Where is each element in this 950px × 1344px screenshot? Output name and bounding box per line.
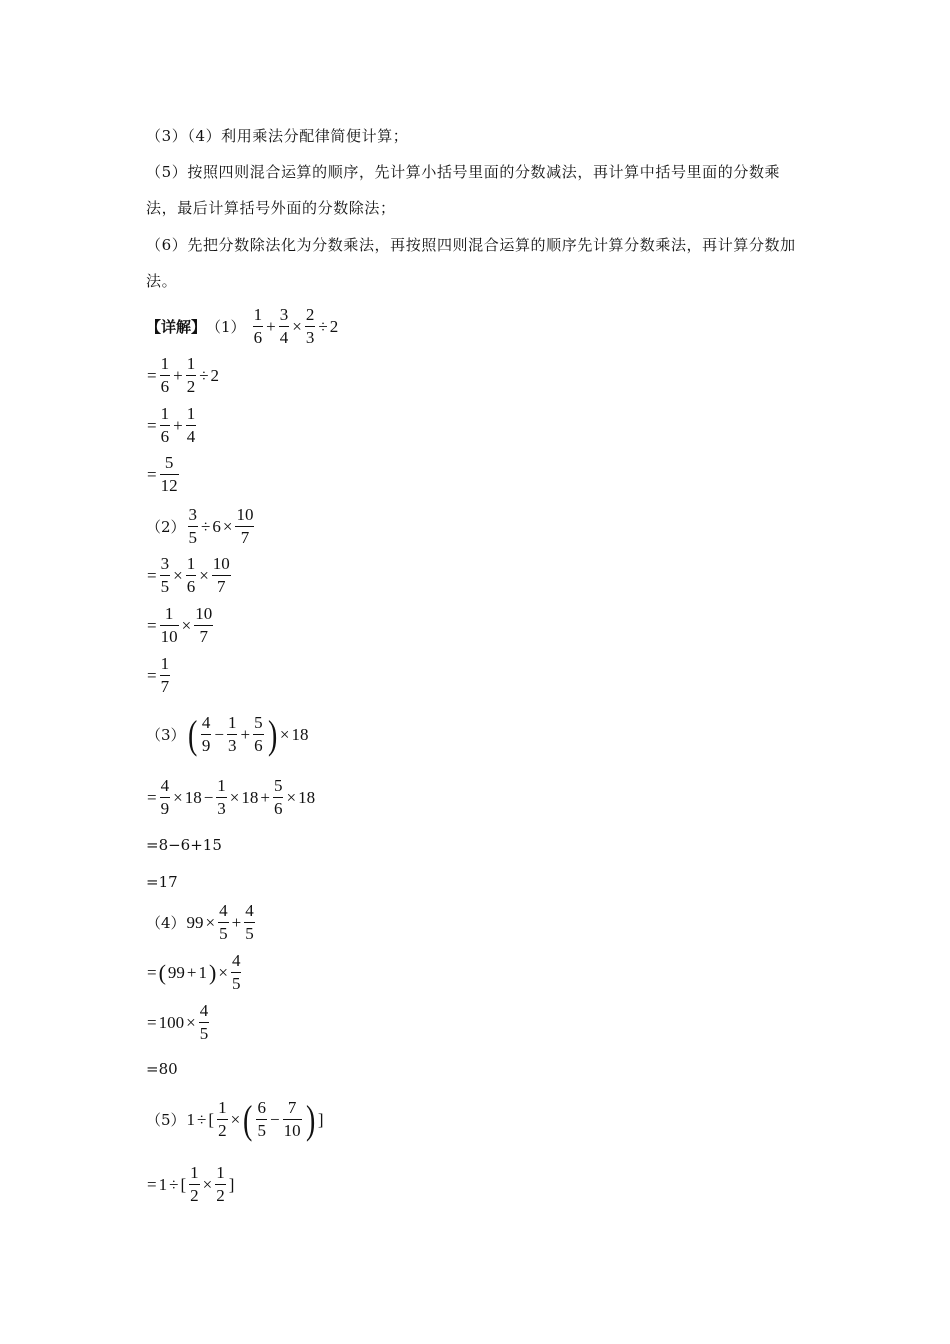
solution-5-step-1: = 1 ÷ [ $\frac{1}{2}$ × $\frac{1}{2}$ ] (147, 1163, 235, 1205)
solution-1-result: = $\frac{5}{12}$ (147, 453, 178, 495)
solution-2-result: = $\frac{1}{7}$ (147, 654, 170, 696)
solution-3-step-1: = $\frac{4}{9}$ × 18 − $\frac{1}{3}$ × 18 + $\frac{5}{6}$ × 18 (147, 776, 316, 818)
solution-1-step-2: = $\frac{1}{6}$ + $\frac{1}{4}$ (147, 404, 196, 446)
solution-4-step-1: =( 99 + 1) × $\frac{4}{5}$ (147, 951, 241, 993)
solution-3-step-2: =8−6+15 (146, 835, 222, 854)
fraction: $\frac{2}{3}$ (305, 305, 315, 347)
solution-4-step-2: = 100 × $\frac{4}{5}$ (147, 1001, 209, 1043)
solution-2-step-1: = $\frac{3}{5}$ × $\frac{1}{6}$ × $\frac{10}{7}$ (147, 554, 230, 596)
solution-3-expression: （3）( $\frac{4}{9}$ − $\frac{1}{3}$ + $\frac{5}{6}$ ) × 18 (146, 711, 309, 757)
solution-1-step-1: = $\frac{1}{6}$ + $\frac{1}{2}$ ÷ 2 (147, 354, 220, 396)
detail-label: 【详解】 (146, 318, 207, 336)
solution-2-expression: （2） $\frac{3}{5}$ ÷ 6 × $\frac{10}{7}$ (146, 505, 254, 547)
method-note-5: （5）按照四则混合运算的顺序，先计算小括号里面的分数减法，再计算中括号里面的分数乘法，最后计算括号外面的分数除法； (146, 163, 781, 217)
solution-4-expression: （4）99 × $\frac{4}{5}$ + $\frac{4}{5}$ (146, 901, 254, 943)
solution-3-result: =17 (146, 872, 178, 891)
solution-5-expression: （5）1 ÷ [ $\frac{1}{2}$ ×( $\frac{6}{5}$ − $\frac{7}{10}$ ) ] (146, 1096, 324, 1142)
fraction: $\frac{1}{6}$ (253, 305, 263, 347)
solution-1-expression: 【详解】（1） $\frac{1}{6}$ + $\frac{3}{4}$ × $\frac{2}{3}$ ÷ 2 (146, 305, 339, 347)
solution-2-step-2: = $\frac{1}{10}$ × $\frac{10}{7}$ (147, 604, 213, 646)
method-note-3-4: （3）（4）利用乘法分配律简便计算； (146, 127, 409, 145)
method-note-6: （6）先把分数除法化为分数乘法，再按照四则混合运算的顺序先计算分数乘法，再计算分数加法。 (146, 236, 796, 290)
solution-4-result: =80 (146, 1059, 178, 1078)
fraction: $\frac{3}{4}$ (279, 305, 289, 347)
